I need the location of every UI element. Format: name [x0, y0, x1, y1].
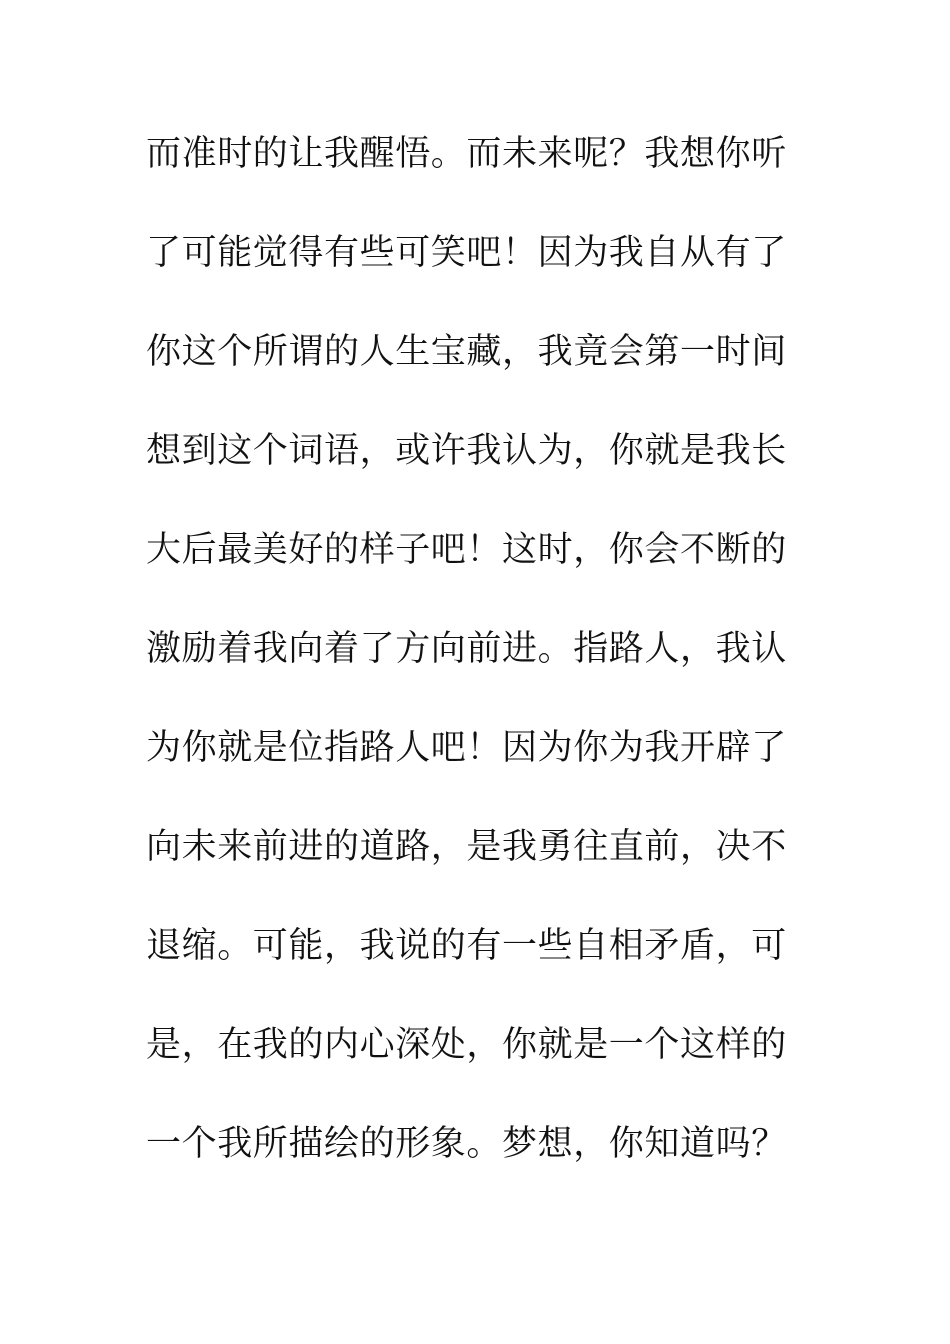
text-line-9: 退缩。可能，我说的有一些自相矛盾，可 [146, 926, 787, 966]
text-line-1: 而准时的让我醒悟。而未来呢？我想你听 [146, 134, 787, 174]
text-line-7: 为你就是位指路人吧！因为你为我开辟了 [146, 728, 787, 768]
text-line-11: 一个我所描绘的形象。梦想，你知道吗？ [146, 1124, 787, 1164]
text-line-8: 向未来前进的道路，是我勇往直前，决不 [146, 827, 787, 867]
text-line-3: 你这个所谓的人生宝藏，我竟会第一时间 [146, 332, 787, 372]
text-line-2: 了可能觉得有些可笑吧！因为我自从有了 [146, 233, 787, 273]
text-line-5: 大后最美好的样子吧！这时，你会不断的 [146, 530, 787, 570]
text-line-6: 激励着我向着了方向前进。指路人，我认 [146, 629, 787, 669]
document-text-body [146, 128, 806, 1217]
text-line-10: 是，在我的内心深处，你就是一个这样的 [146, 1025, 787, 1065]
text-line-4: 想到这个词语，或许我认为，你就是我长 [146, 431, 787, 471]
